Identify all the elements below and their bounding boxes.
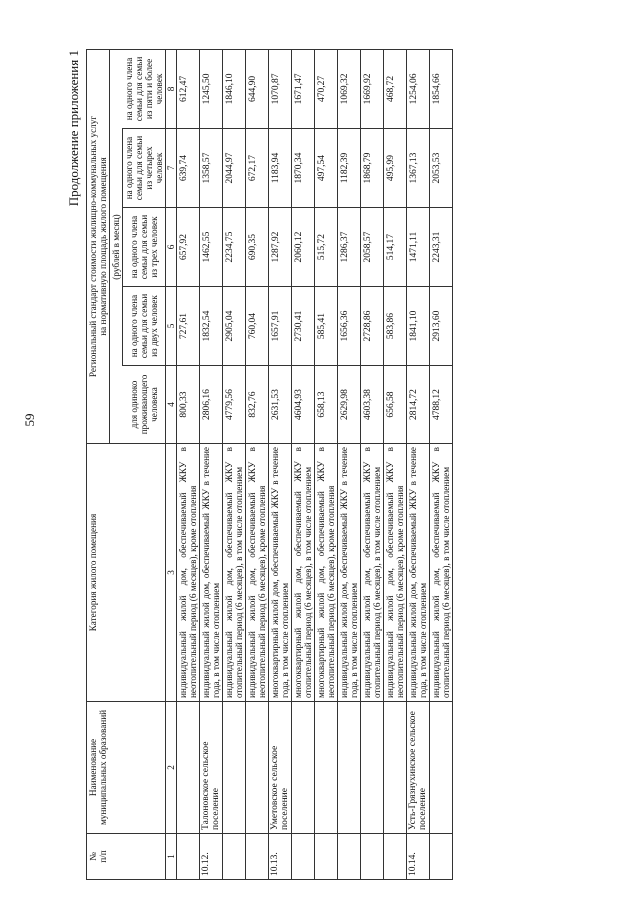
- row-value: 656,58: [384, 366, 407, 444]
- row-value: 658,13: [315, 366, 338, 444]
- row-index: [223, 834, 246, 880]
- header-municipality: Наименование муниципальных образований: [87, 702, 166, 834]
- row-category: индивидуальный жилой дом, обеспечиваемый ЖКУ в течение года, в том числе отоплением: [200, 444, 223, 702]
- row-category: индивидуальный жилой дом, обеспечиваемый ЖКУ в течение года, в том числе отоплением: [338, 444, 361, 702]
- row-value: 2631,53: [269, 366, 292, 444]
- row-value: 2044,97: [223, 129, 246, 208]
- row-municipality: [430, 702, 453, 834]
- row-value: 1245,50: [200, 49, 223, 128]
- header-standard: [87, 49, 110, 443]
- row-value: 800,33: [177, 366, 200, 444]
- row-value: 727,61: [177, 287, 200, 366]
- header-num: № п/п: [87, 834, 166, 880]
- row-municipality: [384, 702, 407, 834]
- row-index: [338, 834, 361, 880]
- row-value: 1286,37: [338, 208, 361, 287]
- col-number: 7: [166, 129, 177, 208]
- row-index: [315, 834, 338, 880]
- row-value: 1287,92: [269, 208, 292, 287]
- col-number: 3: [166, 444, 177, 702]
- header-family-4: на одного члена семьи для семьи из четырех человек: [123, 129, 166, 208]
- row-value: 832,76: [246, 366, 269, 444]
- table-row: [269, 49, 292, 879]
- row-category: индивидуальный жилой дом, обеспечиваемый ЖКУ в отопительный период (6 месяцев), в том числе отоплением: [223, 444, 246, 702]
- row-municipality: [315, 702, 338, 834]
- row-value: 2814,72: [407, 366, 430, 444]
- row-value: 2058,57: [361, 208, 384, 287]
- row-index: [430, 834, 453, 880]
- row-municipality: Уметовское сельское поселение: [269, 702, 292, 834]
- row-value: 4603,38: [361, 366, 384, 444]
- row-value: 1657,91: [269, 287, 292, 366]
- row-municipality: [177, 702, 200, 834]
- row-value: 470,27: [315, 49, 338, 128]
- table-row: [223, 49, 246, 879]
- row-value: 1868,79: [361, 129, 384, 208]
- row-category: индивидуальный жилой дом, обеспечиваемый ЖКУ в отопительный период (6 месяцев), в том числе отоплением: [361, 444, 384, 702]
- row-value: 514,17: [384, 208, 407, 287]
- row-value: 672,17: [246, 129, 269, 208]
- table-row: [338, 49, 361, 879]
- row-municipality: Усть-Грязнухинское сельское поселение: [407, 702, 430, 834]
- header-family-5: на одного члена семьи для семьи из пяти и более человек: [123, 49, 166, 128]
- row-value: 1841,10: [407, 287, 430, 366]
- header-category: Категория жилого помещения: [87, 444, 166, 702]
- row-value: 2629,98: [338, 366, 361, 444]
- table-row: [430, 49, 453, 879]
- row-value: 4779,56: [223, 366, 246, 444]
- row-value: 612,47: [177, 49, 200, 128]
- row-category: индивидуальный жилой дом, обеспечиваемый ЖКУ в течение года, в том числе отоплением: [407, 444, 430, 702]
- col-number: 6: [166, 208, 177, 287]
- row-value: 2234,75: [223, 208, 246, 287]
- row-category: индивидуальный жилой дом, обеспечиваемый ЖКУ в неотопительный период (6 месяцев), кроме отопления: [177, 444, 200, 702]
- row-value: 690,35: [246, 208, 269, 287]
- row-value: 639,74: [177, 129, 200, 208]
- appendix-title: Продолжение приложения 1: [66, 50, 81, 207]
- col-number: 8: [166, 49, 177, 128]
- col-number: 2: [166, 702, 177, 834]
- row-category: индивидуальный жилой дом, обеспечиваемый ЖКУ в неотопительный период (6 месяцев), кроме отопления: [384, 444, 407, 702]
- table-row: [315, 49, 338, 879]
- row-value: 2728,86: [361, 287, 384, 366]
- row-value: 1183,94: [269, 129, 292, 208]
- row-value: 760,04: [246, 287, 269, 366]
- col-number: 1: [166, 834, 177, 880]
- table-row: [200, 49, 223, 879]
- header-standard-line2: на нормативную площадь жилого помещения: [98, 157, 108, 336]
- row-value: 657,92: [177, 208, 200, 287]
- row-value: 1254,06: [407, 49, 430, 128]
- row-value: 1671,47: [292, 49, 315, 128]
- row-index: 10.12.: [200, 834, 223, 880]
- row-category: многоквартирный жилой дом, обеспечиваемый ЖКУ в неотопительный период (6 месяцев), кроме отопления: [315, 444, 338, 702]
- row-value: 2905,04: [223, 287, 246, 366]
- row-value: 1846,10: [223, 49, 246, 128]
- table-row: [292, 49, 315, 879]
- row-value: 2053,53: [430, 129, 453, 208]
- row-value: 2913,60: [430, 287, 453, 366]
- header-family-2: на одного члена семьи для семьи из двух человек: [123, 287, 166, 366]
- row-municipality: [223, 702, 246, 834]
- row-municipality: [246, 702, 269, 834]
- row-value: 644,90: [246, 49, 269, 128]
- table-row: [384, 49, 407, 879]
- standards-table: [86, 49, 453, 880]
- row-value: 515,72: [315, 208, 338, 287]
- row-value: 497,54: [315, 129, 338, 208]
- header-standard-line1: Региональный стандарт стоимости жилищно-коммунальных услуг: [88, 115, 98, 378]
- row-value: 4788,12: [430, 366, 453, 444]
- row-value: 1656,36: [338, 287, 361, 366]
- row-value: 583,86: [384, 287, 407, 366]
- row-category: индивидуальный жилой дом, обеспечиваемый ЖКУ в неотопительный период (6 месяцев), кроме отопления: [246, 444, 269, 702]
- row-value: 2806,16: [200, 366, 223, 444]
- row-value: 1870,34: [292, 129, 315, 208]
- row-index: 10.13.: [269, 834, 292, 880]
- row-index: 10.14.: [407, 834, 430, 880]
- row-index: [384, 834, 407, 880]
- row-value: 468,72: [384, 49, 407, 128]
- col-number: 5: [166, 287, 177, 366]
- row-municipality: [338, 702, 361, 834]
- row-municipality: [292, 702, 315, 834]
- row-value: 1832,54: [200, 287, 223, 366]
- header-family-3: на одного члена семьи для семьи из трех человек: [123, 208, 166, 287]
- row-category: многоквартирный жилой дом, обеспечиваемый ЖКУ в отопительный период (6 месяцев), в том числе отоплением: [292, 444, 315, 702]
- column-numbers-row: [166, 49, 177, 879]
- table-row: [177, 49, 200, 879]
- row-municipality: Талоновское сельское поселение: [200, 702, 223, 834]
- header-single: для одиноко проживающего человека: [123, 366, 166, 444]
- page-number: 59: [22, 413, 37, 427]
- row-value: 1182,39: [338, 129, 361, 208]
- row-value: 585,41: [315, 287, 338, 366]
- table-row: [246, 49, 269, 879]
- row-municipality: [361, 702, 384, 834]
- row-value: 1669,92: [361, 49, 384, 128]
- row-index: [361, 834, 384, 880]
- rotated-page: [66, 50, 631, 880]
- row-value: 2243,31: [430, 208, 453, 287]
- header-units: (рублей в месяц): [110, 129, 123, 366]
- row-value: 4604,93: [292, 366, 315, 444]
- table-row: [407, 49, 430, 879]
- col-number: 4: [166, 366, 177, 444]
- row-value: 1854,66: [430, 49, 453, 128]
- row-index: [292, 834, 315, 880]
- row-value: 1070,87: [269, 49, 292, 128]
- row-category: индивидуальный жилой дом, обеспечиваемый ЖКУ в отопительный период (6 месяцев), в том числе отоплением: [430, 444, 453, 702]
- row-value: 495,99: [384, 129, 407, 208]
- row-value: 1471,11: [407, 208, 430, 287]
- row-index: [177, 834, 200, 880]
- row-category: многоквартирный жилой дом, обеспечиваемый ЖКУ в течение года, в том числе отоплением: [269, 444, 292, 702]
- row-value: 1367,13: [407, 129, 430, 208]
- row-value: 1462,55: [200, 208, 223, 287]
- row-index: [246, 834, 269, 880]
- row-value: 2060,12: [292, 208, 315, 287]
- row-value: 1069,32: [338, 49, 361, 128]
- row-value: 2730,41: [292, 287, 315, 366]
- row-value: 1358,57: [200, 129, 223, 208]
- table-row: [361, 49, 384, 879]
